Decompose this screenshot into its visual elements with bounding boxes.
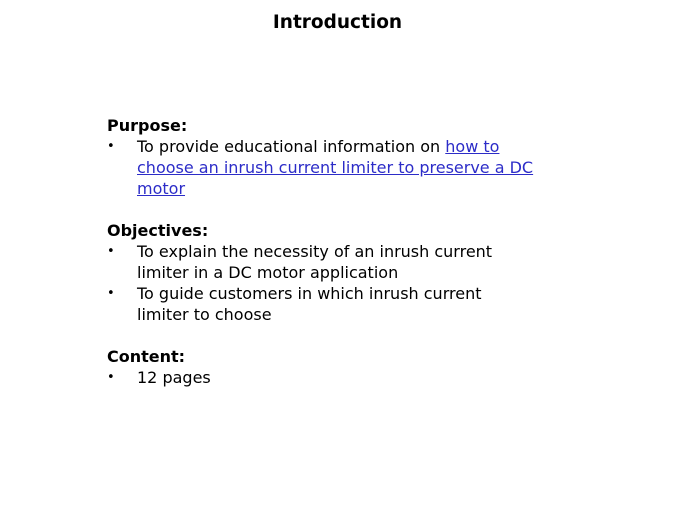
inrush-limiter-guide-link[interactable]: how to choose an inrush current limiter to preserve a DC motor xyxy=(137,137,534,198)
bullet-icon: • xyxy=(107,244,115,259)
purpose-list xyxy=(107,136,547,199)
objective-item-text: To guide customers in which inrush current limiter to choose xyxy=(137,284,482,324)
bullet-icon: • xyxy=(107,286,115,301)
purpose-item-lead: To provide educational information on xyxy=(137,137,446,156)
content-section xyxy=(107,346,547,388)
bullet-icon: • xyxy=(107,139,115,154)
purpose-item-text xyxy=(137,136,537,199)
list-item xyxy=(107,136,547,199)
objectives-section xyxy=(107,220,547,325)
content-heading: Content: xyxy=(107,347,186,366)
slide-title: Introduction xyxy=(272,12,403,33)
list-item xyxy=(107,283,547,325)
content-list xyxy=(107,367,547,388)
purpose-section xyxy=(107,115,547,199)
bullet-icon: • xyxy=(107,370,115,385)
purpose-heading: Purpose: xyxy=(107,116,188,135)
objectives-heading: Objectives: xyxy=(107,221,209,240)
content-item-text: 12 pages xyxy=(137,368,211,387)
objectives-list xyxy=(107,241,547,325)
slide-body xyxy=(107,115,547,409)
list-item xyxy=(107,367,547,388)
list-item xyxy=(107,241,547,283)
objective-item-text: To explain the necessity of an inrush current limiter in a DC motor application xyxy=(137,242,493,282)
